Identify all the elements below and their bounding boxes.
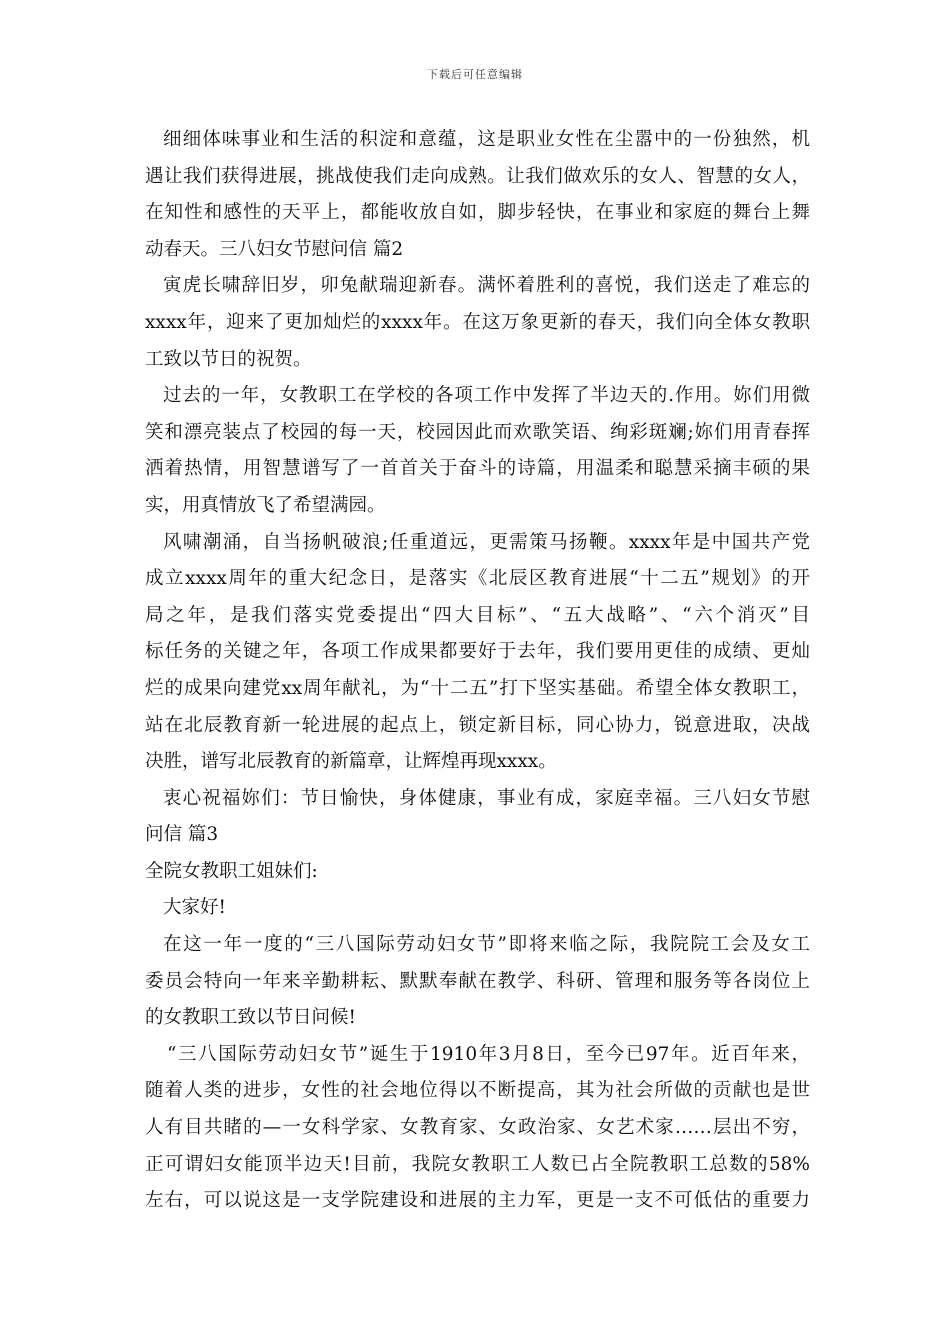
text-line: 寅虎长啸辞旧岁，卯兔献瑞迎新春。满怀着胜利的喜悦，我们送走了难忘的 — [163, 275, 810, 297]
text-line: 过去的一年，女教职工在学校的各项工作中发挥了半边天的.作用。妳们用微 — [163, 385, 810, 407]
text-line: “三八国际劳动妇女节”诞生于1910年3月8日，至今已97年。近百年来， — [167, 1043, 810, 1065]
text-line: 委员会特向一年来辛勤耕耘、默默奉献在教学、科研、管理和服务等各岗位上 — [145, 970, 810, 992]
text-line: 动春天。三八妇女节慰问信 篇2 — [145, 238, 404, 260]
text-line: 在知性和感性的天平上，都能收放自如，脚步轻快，在事业和家庭的舞台上舞 — [145, 202, 810, 224]
text-line: 正可谓妇女能顶半边天!目前，我院女教职工人数已占全院教职工总数的58% — [145, 1153, 810, 1175]
text-line: 风啸潮涌，自当扬帆破浪;任重道远，更需策马扬鞭。xxxx年是中国共产党 — [163, 531, 810, 553]
text-line: 的女教职工致以节日问候! — [145, 1007, 356, 1029]
text-line: 笑和漂亮装点了校园的每一天，校园因此而欢歌笑语、绚彩斑斓;妳们用青春挥 — [145, 421, 810, 443]
text-line: 衷心祝福妳们：节日愉快，身体健康，事业有成，家庭幸福。三八妇女节慰 — [163, 787, 810, 809]
text-line: 决胜，谱写北辰教育的新篇章，让辉煌再现xxxx。 — [145, 751, 557, 773]
document-body — [145, 122, 810, 1220]
text-line: 全院女教职工姐妹们: — [145, 860, 318, 882]
text-line: 烂的成果向建党xx周年献礼，为“十二五”打下坚实基础。希望全体女教职工， — [145, 677, 810, 699]
text-line: 随着人类的进步，女性的社会地位得以不断提高，其为社会所做的贡献也是世 — [145, 1080, 810, 1102]
text-line: 问信 篇3 — [145, 824, 219, 846]
text-line: 大家好! — [163, 897, 226, 919]
text-line: 成立xxxx周年的重大纪念日，是落实《北辰区教育进展“十二五”规划》的开 — [145, 568, 810, 590]
text-line: 左右，可以说这是一支学院建设和进展的主力军，更是一支不可低估的重要力 — [145, 1190, 810, 1212]
page-header: 下载后可任意编辑 — [427, 68, 523, 81]
text-line: 在这一年一度的“三八国际劳动妇女节”即将来临之际，我院院工会及女工 — [163, 934, 810, 956]
text-line: 局之年，是我们落实党委提出“四大目标”、“五大战略”、“六个消灭”目 — [145, 604, 810, 626]
text-line: 遇让我们获得进展，挑战使我们走向成熟。让我们做欢乐的女人、智慧的女人， — [145, 165, 810, 187]
text-line: 标任务的关键之年，各项工作成果都要好于去年，我们要用更佳的成绩、更灿 — [145, 641, 810, 663]
text-line: 工致以节日的祝贺。 — [145, 348, 312, 370]
text-line: xxxx年，迎来了更加灿烂的xxxx年。在这万象更新的春天，我们向全体女教职 — [145, 311, 810, 333]
text-line: 洒着热情，用智慧谱写了一首首关于奋斗的诗篇，用温柔和聪慧采摘丰硕的果 — [145, 458, 810, 480]
text-line: 细细体味事业和生活的积淀和意蕴，这是职业女性在尘嚣中的一份独然，机 — [163, 129, 810, 150]
text-line: 实，用真情放飞了希望满园。 — [145, 494, 386, 516]
text-line: 人有目共睹的—一女科学家、女教育家、女政治家、女艺术家……层出不穷， — [145, 1117, 810, 1139]
text-line: 站在北辰教育新一轮进展的起点上，锁定新目标，同心协力，锐意进取，决战 — [145, 714, 810, 736]
